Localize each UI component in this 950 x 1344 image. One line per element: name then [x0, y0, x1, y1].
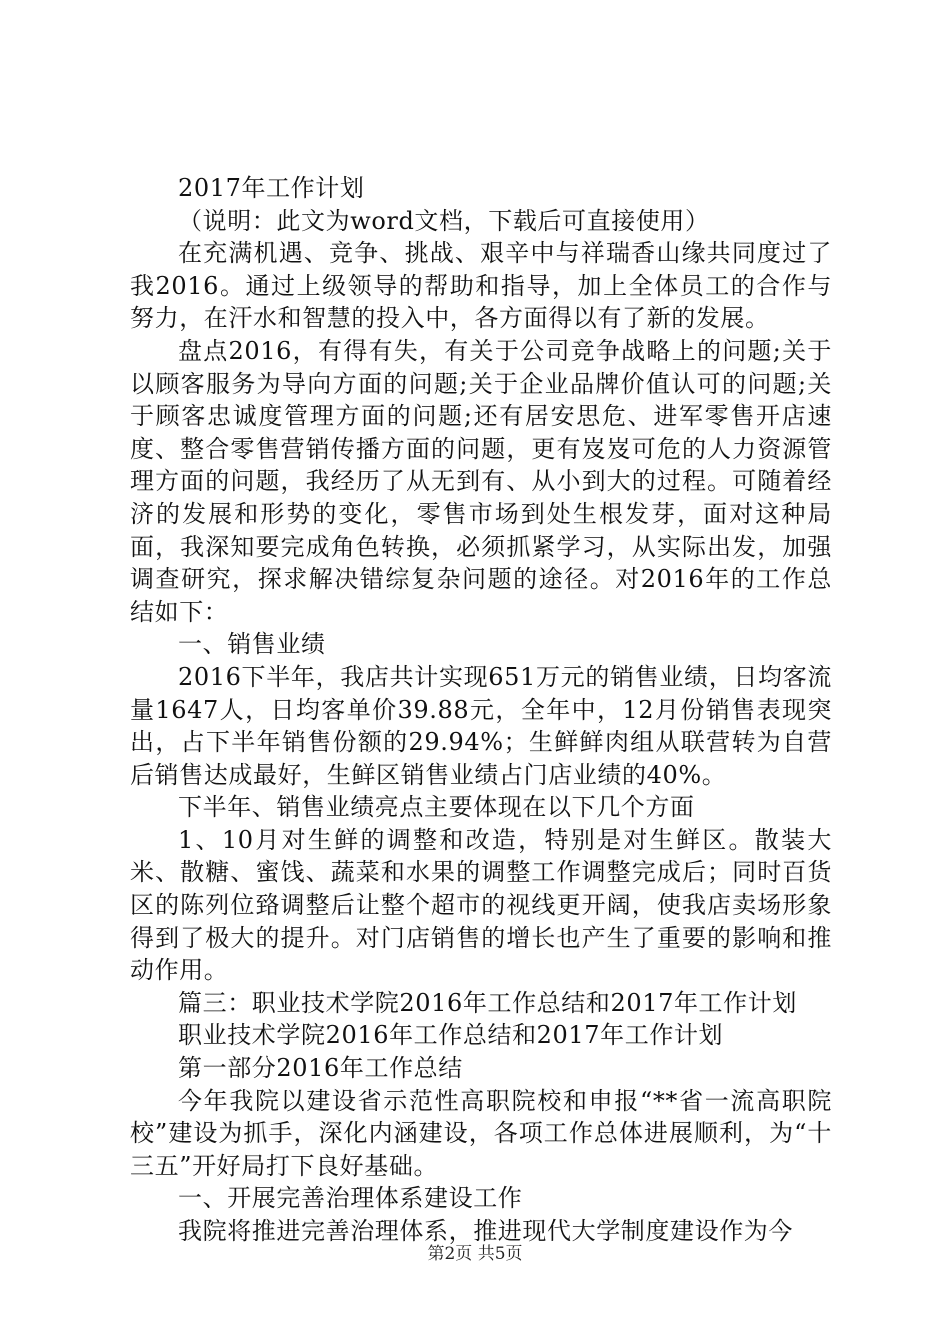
section-heading: 一、销售业绩: [178, 630, 326, 659]
section-heading: 第一部分2016年工作总结: [178, 1054, 463, 1083]
section-heading: 一、开展完善治理体系建设工作: [178, 1184, 523, 1213]
paragraph: 下半年、销售业绩亮点主要体现在以下几个方面: [178, 793, 695, 822]
section-heading: 职业技术学院2016年工作总结和2017年工作计划: [178, 1021, 724, 1050]
doc-title: 2017年工作计划: [178, 174, 365, 202]
paragraph: 1、10月对生鲜的调整和改造，特别是对生鲜区。散装大米、散糖、蜜饯、蔬菜和水果的调整工作调整完成后；同时百货区的陈列位臵调整后让整个超市的视线更开阔，使我店卖场形象得到了极大的提升。对门店销售的增长也产生了重要的影响和推动作用。: [130, 825, 832, 985]
doc-note: （说明：此文为word文档，下载后可直接使用）: [178, 206, 710, 235]
paragraph: 在充满机遇、竞争、挑战、艰辛中与祥瑞香山缘共同度过了我2016。通过上级领导的帮助和指导，加上全体员工的合作与努力，在汗水和智慧的投入中，各方面得以有了新的发展。: [130, 239, 832, 333]
page-number-footer: 第2页 共5页: [427, 1244, 523, 1264]
document-body: [130, 172, 832, 1248]
section-heading: 篇三：职业技术学院2016年工作总结和2017年工作计划: [178, 988, 797, 1017]
paragraph: 我院将推进完善治理体系，推进现代大学制度建设作为今: [178, 1217, 793, 1245]
paragraph: 2016下半年，我店共计实现651万元的销售业绩，日均客流量1647人，日均客单价39.88元，全年中，12月份销售表现突出，占下半年销售份额的29.94%；生鲜鲜肉组从联营转为自营后销售达成最好，生鲜区销售业绩占门店业绩的40%。: [130, 662, 832, 789]
paragraph: 今年我院以建设省示范性高职院校和申报“**省一流高职院校”建设为抓手，深化内涵建设，各项工作总体进展顺利，为“十三五”开好局打下良好基础。: [130, 1086, 832, 1180]
paragraph: 盘点2016，有得有失，有关于公司竞争战略上的问题;关于以顾客服务为导向方面的问题;关于企业品牌价值认可的问题;关于顾客忠诚度管理方面的问题;还有居安思危、进军零售开店速度、整合零售营销传播方面的问题，更有岌岌可危的人力资源管理方面的问题，我经历了从无到有、从小到大的过程。可随着经济的发展和形势的变化，零售市场到处生根发芽，面对这种局面，我深知要完成角色转换，必须抓紧学习，从实际出发，加强调查研究，探求解决错综复杂问题的途径。对2016年的工作总结如下：: [130, 336, 832, 626]
